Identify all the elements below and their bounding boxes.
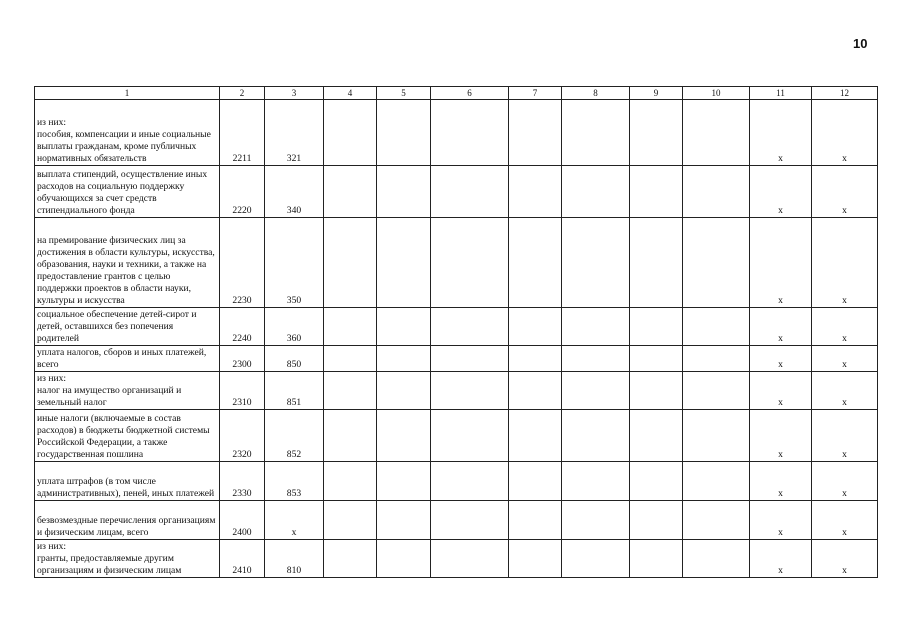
row-code: 2240 <box>220 308 265 346</box>
row-c12-mark: x <box>812 501 878 540</box>
row-kbk: 853 <box>265 462 324 501</box>
row-description: из них: налог на имущество организаций и земельный налог <box>35 372 220 410</box>
empty-cell <box>324 410 377 462</box>
empty-cell <box>683 540 750 578</box>
row-c12-mark: x <box>812 218 878 308</box>
table-row <box>35 540 878 578</box>
empty-cell <box>509 166 562 218</box>
empty-cell <box>683 166 750 218</box>
empty-cell <box>431 100 509 166</box>
empty-cell <box>509 501 562 540</box>
row-description: из них: гранты, предоставляемые другим организациям и физическим лицам <box>35 540 220 578</box>
row-c11-mark: x <box>750 166 812 218</box>
row-c12-mark: x <box>812 308 878 346</box>
table-row <box>35 166 878 218</box>
empty-cell <box>431 372 509 410</box>
empty-cell <box>562 218 630 308</box>
empty-cell <box>324 346 377 372</box>
row-code: 2320 <box>220 410 265 462</box>
empty-cell <box>509 100 562 166</box>
empty-cell <box>509 346 562 372</box>
empty-cell <box>431 462 509 501</box>
row-code: 2400 <box>220 501 265 540</box>
row-c11-mark: x <box>750 218 812 308</box>
row-c12-mark: x <box>812 166 878 218</box>
column-header: 10 <box>683 87 750 100</box>
empty-cell <box>630 540 683 578</box>
empty-cell <box>324 218 377 308</box>
column-header: 12 <box>812 87 878 100</box>
empty-cell <box>324 501 377 540</box>
row-c11-mark: x <box>750 308 812 346</box>
row-kbk: 340 <box>265 166 324 218</box>
empty-cell <box>562 540 630 578</box>
column-header: 9 <box>630 87 683 100</box>
empty-cell <box>562 410 630 462</box>
empty-cell <box>324 166 377 218</box>
empty-cell <box>683 372 750 410</box>
empty-cell <box>324 540 377 578</box>
column-header: 8 <box>562 87 630 100</box>
empty-cell <box>377 462 431 501</box>
row-description: социальное обеспечение детей-сирот и детей, оставшихся без попечения родителей <box>35 308 220 346</box>
row-code: 2220 <box>220 166 265 218</box>
empty-cell <box>509 218 562 308</box>
empty-cell <box>630 308 683 346</box>
row-c12-mark: x <box>812 410 878 462</box>
empty-cell <box>630 372 683 410</box>
empty-cell <box>683 346 750 372</box>
row-kbk: 850 <box>265 346 324 372</box>
column-header: 6 <box>431 87 509 100</box>
empty-cell <box>562 166 630 218</box>
empty-cell <box>509 410 562 462</box>
column-header: 4 <box>324 87 377 100</box>
empty-cell <box>377 410 431 462</box>
row-c11-mark: x <box>750 372 812 410</box>
row-description: безвозмездные перечисления организациям и физическим лицам, всего <box>35 501 220 540</box>
row-kbk: x <box>265 501 324 540</box>
empty-cell <box>431 410 509 462</box>
empty-cell <box>324 372 377 410</box>
empty-cell <box>377 501 431 540</box>
column-header: 3 <box>265 87 324 100</box>
table-row <box>35 100 878 166</box>
empty-cell <box>630 410 683 462</box>
empty-cell <box>683 100 750 166</box>
row-kbk: 350 <box>265 218 324 308</box>
empty-cell <box>324 462 377 501</box>
empty-cell <box>431 346 509 372</box>
row-code: 2330 <box>220 462 265 501</box>
empty-cell <box>630 166 683 218</box>
row-code: 2211 <box>220 100 265 166</box>
empty-cell <box>377 346 431 372</box>
table-row <box>35 462 878 501</box>
row-code: 2230 <box>220 218 265 308</box>
table-row <box>35 501 878 540</box>
empty-cell <box>431 501 509 540</box>
row-c11-mark: x <box>750 540 812 578</box>
empty-cell <box>377 540 431 578</box>
column-header: 1 <box>35 87 220 100</box>
column-header: 7 <box>509 87 562 100</box>
row-description: уплата штрафов (в том числе административных), пеней, иных платежей <box>35 462 220 501</box>
empty-cell <box>377 372 431 410</box>
row-kbk: 810 <box>265 540 324 578</box>
row-c12-mark: x <box>812 100 878 166</box>
row-description: на премирование физических лиц за достижения в области культуры, искусства, образования, науки и техники, а также на предоставление грантов с целью поддержки проектов в области науки, культуры и искусства <box>35 218 220 308</box>
row-code: 2310 <box>220 372 265 410</box>
empty-cell <box>683 410 750 462</box>
header-row <box>35 87 878 100</box>
empty-cell <box>562 100 630 166</box>
empty-cell <box>683 501 750 540</box>
row-c11-mark: x <box>750 501 812 540</box>
row-c12-mark: x <box>812 372 878 410</box>
row-description: иные налоги (включаемые в состав расходов) в бюджеты бюджетной системы Российской Федерации, а также государственная пошлина <box>35 410 220 462</box>
empty-cell <box>630 346 683 372</box>
row-description: уплата налогов, сборов и иных платежей, всего <box>35 346 220 372</box>
row-c12-mark: x <box>812 462 878 501</box>
empty-cell <box>324 308 377 346</box>
table-row <box>35 346 878 372</box>
table-row <box>35 410 878 462</box>
empty-cell <box>630 100 683 166</box>
column-header: 2 <box>220 87 265 100</box>
row-c12-mark: x <box>812 540 878 578</box>
empty-cell <box>683 462 750 501</box>
empty-cell <box>431 166 509 218</box>
empty-cell <box>630 462 683 501</box>
empty-cell <box>630 218 683 308</box>
row-c12-mark: x <box>812 346 878 372</box>
row-kbk: 321 <box>265 100 324 166</box>
empty-cell <box>377 100 431 166</box>
row-c11-mark: x <box>750 100 812 166</box>
empty-cell <box>509 540 562 578</box>
empty-cell <box>377 308 431 346</box>
empty-cell <box>509 462 562 501</box>
row-c11-mark: x <box>750 462 812 501</box>
empty-cell <box>683 218 750 308</box>
row-kbk: 851 <box>265 372 324 410</box>
budget-table <box>34 86 878 578</box>
empty-cell <box>562 462 630 501</box>
row-kbk: 360 <box>265 308 324 346</box>
table-row <box>35 372 878 410</box>
row-kbk: 852 <box>265 410 324 462</box>
page-number: 10 <box>853 36 868 51</box>
table-row <box>35 308 878 346</box>
row-description: из них: пособия, компенсации и иные социальные выплаты гражданам, кроме публичных нормативных обязательств <box>35 100 220 166</box>
row-code: 2410 <box>220 540 265 578</box>
empty-cell <box>562 372 630 410</box>
empty-cell <box>562 501 630 540</box>
column-header: 5 <box>377 87 431 100</box>
row-description: выплата стипендий, осуществление иных расходов на социальную поддержку обучающихся за счет средств стипендиального фонда <box>35 166 220 218</box>
empty-cell <box>377 218 431 308</box>
empty-cell <box>683 308 750 346</box>
empty-cell <box>630 501 683 540</box>
table-row <box>35 218 878 308</box>
row-code: 2300 <box>220 346 265 372</box>
empty-cell <box>431 540 509 578</box>
empty-cell <box>509 372 562 410</box>
empty-cell <box>324 100 377 166</box>
empty-cell <box>562 346 630 372</box>
row-c11-mark: x <box>750 346 812 372</box>
table-body <box>35 100 878 578</box>
empty-cell <box>431 308 509 346</box>
empty-cell <box>562 308 630 346</box>
empty-cell <box>431 218 509 308</box>
row-c11-mark: x <box>750 410 812 462</box>
column-header: 11 <box>750 87 812 100</box>
empty-cell <box>377 166 431 218</box>
empty-cell <box>509 308 562 346</box>
